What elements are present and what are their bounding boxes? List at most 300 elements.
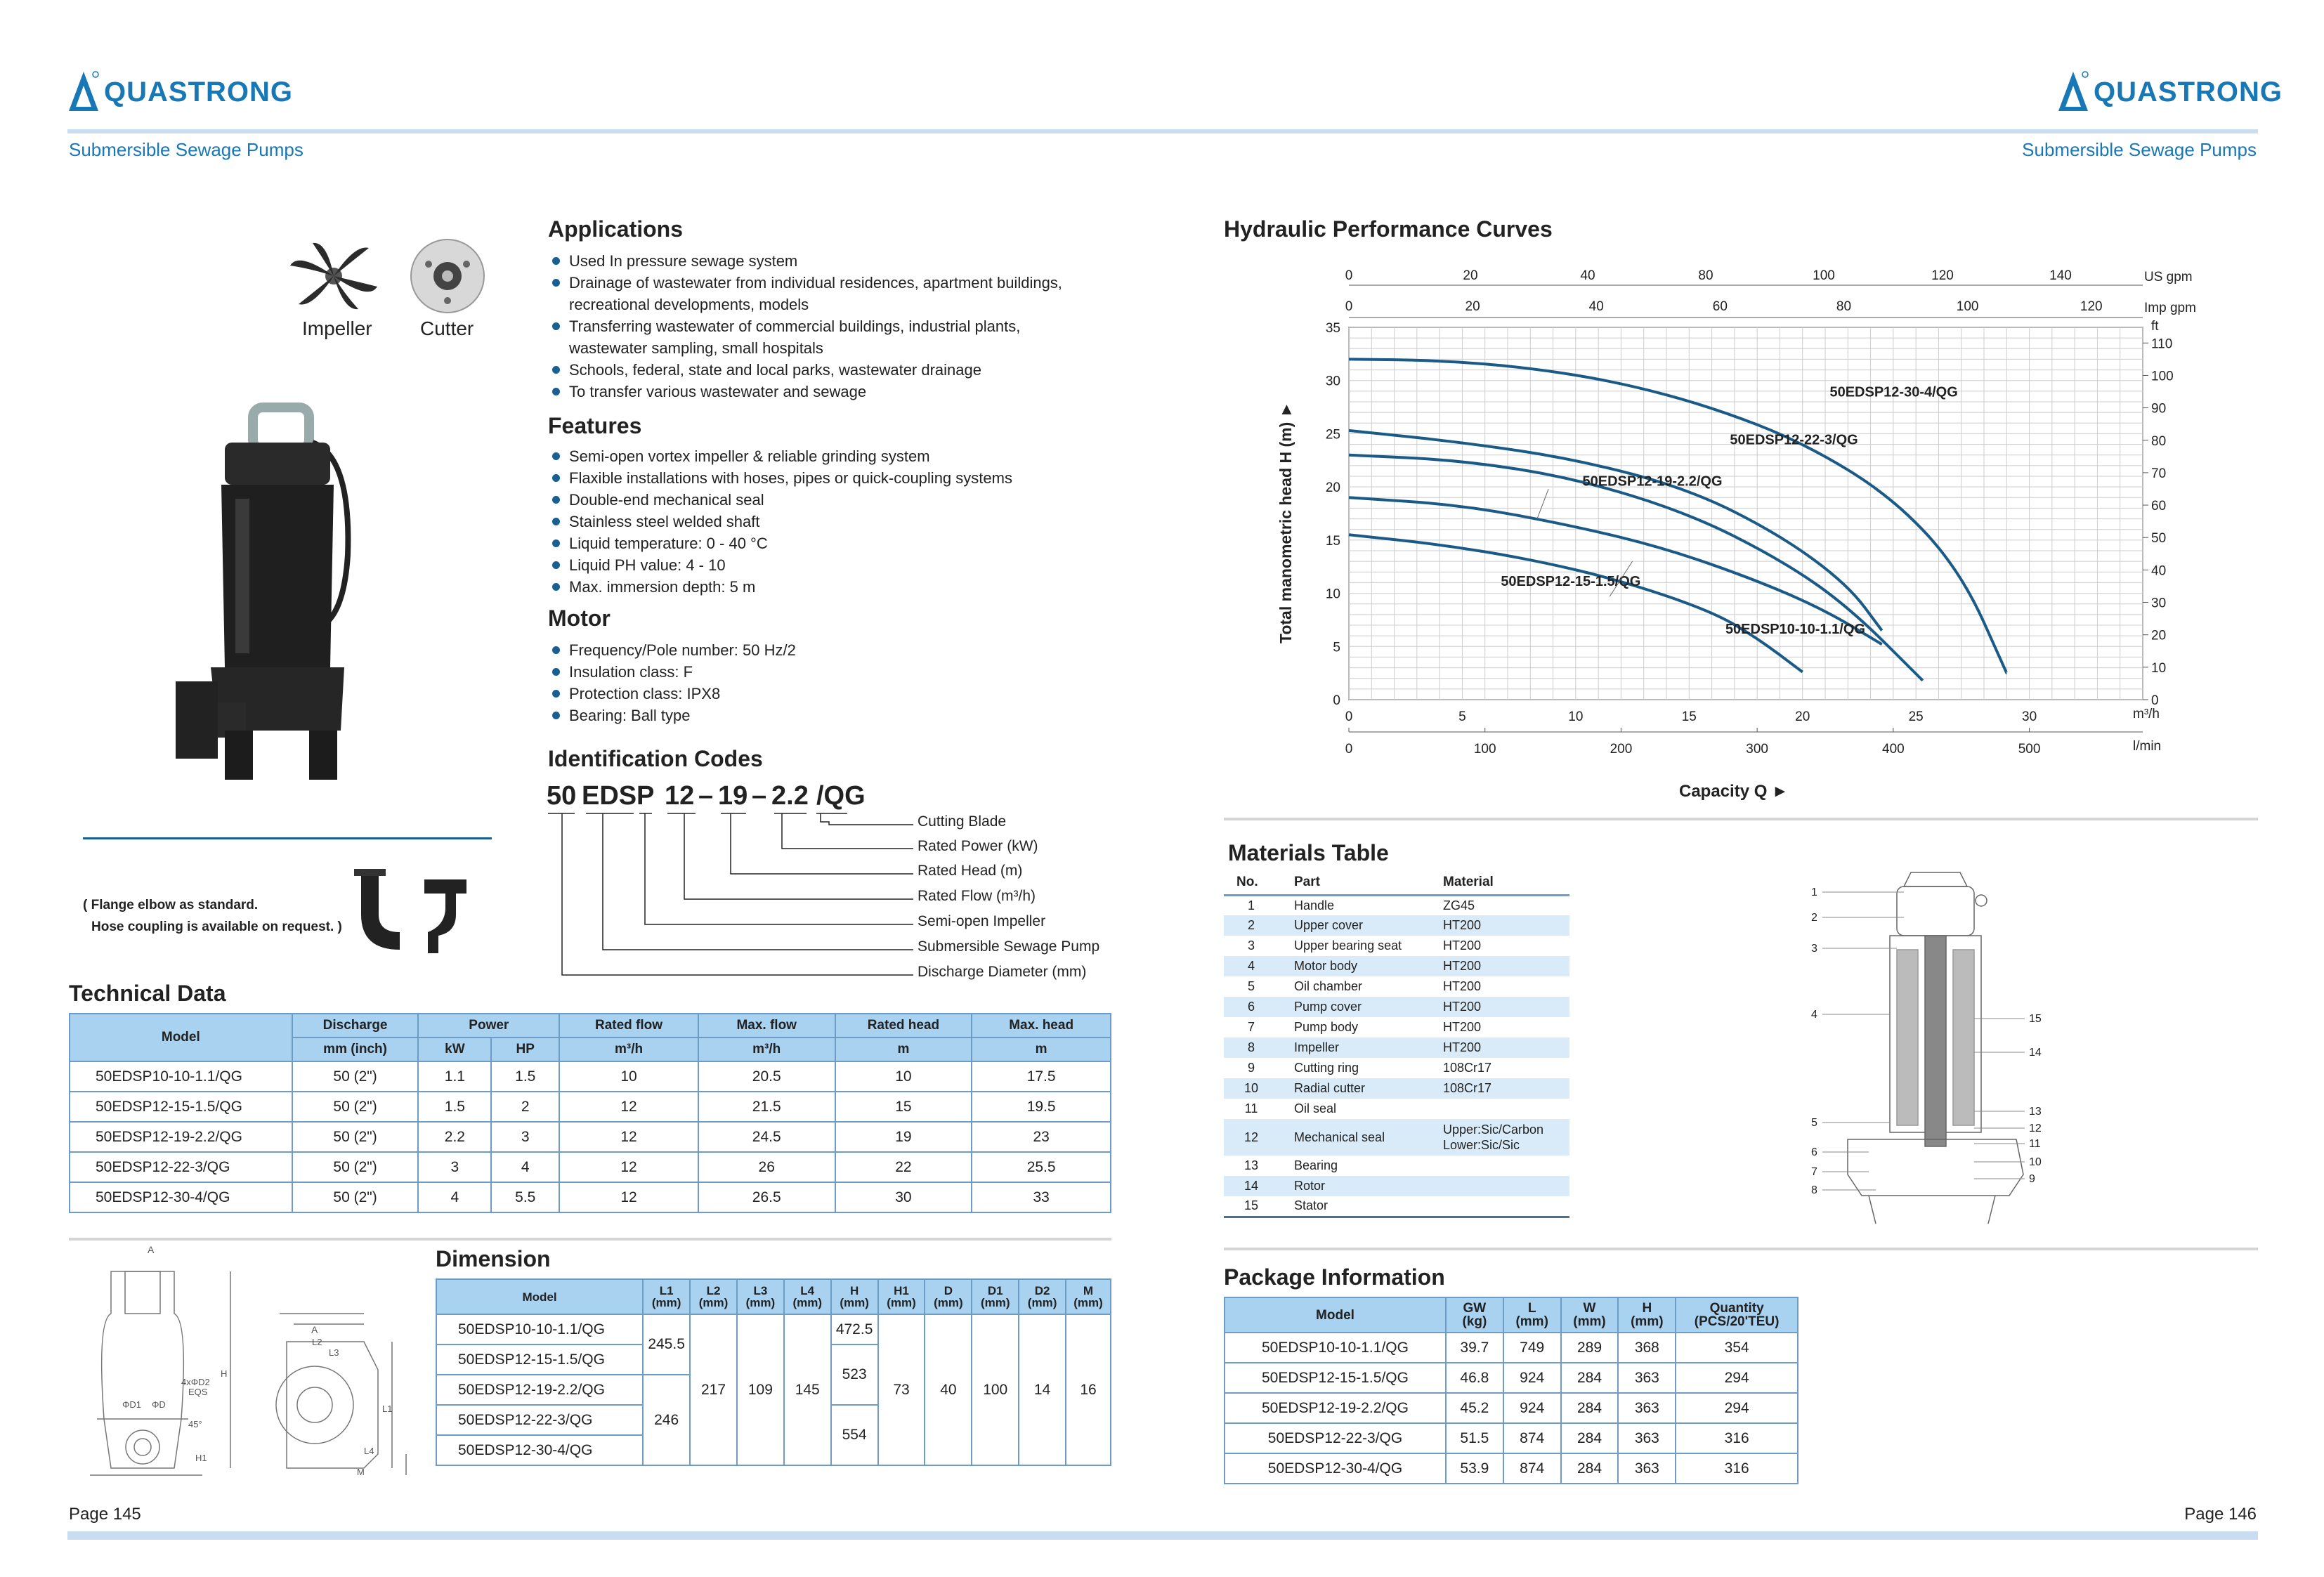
plot-frame bbox=[1349, 327, 2143, 700]
part-number: 2 bbox=[1811, 912, 1817, 924]
code-label: Rated Power (kW) bbox=[918, 838, 1038, 854]
list-item: Insulation class: F bbox=[549, 661, 1182, 683]
col-header-d bbox=[925, 1279, 972, 1314]
list-item: Transferring wastewater of commercial buildings, industrial plants, bbox=[549, 315, 1182, 337]
ft-tick-label: 90 bbox=[2151, 401, 2167, 417]
value-cell: 50 (2") bbox=[292, 1092, 419, 1122]
part-cell: Handle bbox=[1294, 898, 1335, 912]
part-cell: Oil seal bbox=[1294, 1101, 1337, 1115]
table-row bbox=[1224, 895, 1569, 915]
chart-ticks bbox=[1326, 268, 2174, 757]
series-label: 50EDSP10-10-1.1/QG bbox=[1725, 622, 1865, 638]
list-item: Liquid temperature: 0 - 40 °C bbox=[549, 532, 1182, 554]
part-number: 12 bbox=[2029, 1123, 2042, 1134]
table-row bbox=[1225, 1393, 1798, 1423]
value-cell: 45.2 bbox=[1446, 1393, 1503, 1423]
image-rule bbox=[83, 837, 492, 839]
features-title: Features bbox=[548, 413, 642, 438]
value-cell: 1.5 bbox=[491, 1061, 559, 1092]
flange-note-line-1: ( Flange elbow as standard. bbox=[83, 898, 259, 912]
unit-impgpm: Imp gpm bbox=[2144, 301, 2196, 315]
value-cell: 25.5 bbox=[972, 1152, 1111, 1182]
part-number: 7 bbox=[1811, 1166, 1817, 1178]
dim-col-label: M bbox=[1083, 1284, 1094, 1297]
dim-d2: 14 bbox=[1019, 1314, 1066, 1465]
part-cell: Pump cover bbox=[1287, 997, 1443, 1017]
subtitle-left: Submersible Sewage Pumps bbox=[69, 139, 303, 160]
unit-m3h: m³/h bbox=[2133, 707, 2160, 721]
value-cell: 21.5 bbox=[698, 1092, 835, 1122]
l-label: L bbox=[1527, 1301, 1536, 1316]
col-header-model: Model bbox=[1225, 1297, 1446, 1333]
code-label: Cutting Blade bbox=[918, 813, 1007, 830]
no-cell: 1 bbox=[1247, 898, 1255, 912]
part-cell: Impeller bbox=[1287, 1038, 1443, 1058]
model-cell: 50EDSP12-22-3/QG bbox=[70, 1152, 292, 1182]
col-header-l3 bbox=[737, 1279, 784, 1314]
series-line bbox=[1349, 359, 2006, 673]
model-cell: 50EDSP12-15-1.5/QG bbox=[1225, 1363, 1446, 1393]
table-row bbox=[1224, 936, 1569, 956]
value-cell: 50 (2") bbox=[292, 1152, 419, 1182]
gw-label: GW bbox=[1463, 1301, 1487, 1316]
material-cell: HT200 bbox=[1443, 915, 1569, 936]
part-number: 4 bbox=[1811, 1009, 1817, 1021]
unit-usgpm: US gpm bbox=[2144, 270, 2193, 284]
technical-data-table bbox=[69, 1013, 1111, 1213]
drawing-label-l4: L4 bbox=[364, 1446, 374, 1456]
col-header-max-flow: Max. flow bbox=[698, 1014, 835, 1038]
series-label: 50EDSP12-19-2.2/QG bbox=[1582, 473, 1723, 490]
list-item: Semi-open vortex impeller & reliable grinding system bbox=[549, 445, 1182, 467]
drawing-label-d: ΦD bbox=[152, 1399, 166, 1410]
no-cell: 8 bbox=[1224, 1038, 1287, 1058]
value-cell: 10 bbox=[559, 1061, 698, 1092]
flange-note-line-2: Hose coupling is available on request. ) bbox=[91, 920, 342, 934]
w-label: W bbox=[1583, 1301, 1596, 1316]
impeller-caption: Impeller bbox=[302, 318, 372, 339]
value-cell: 363 bbox=[1618, 1363, 1676, 1393]
no-cell: 5 bbox=[1247, 979, 1255, 993]
table-row bbox=[70, 1122, 1111, 1152]
brand-name: QUASTRONG bbox=[2094, 76, 2283, 107]
lmin-tick-label: 0 bbox=[1345, 742, 1353, 757]
material-cell bbox=[1443, 1156, 1569, 1176]
y-tick-label: 25 bbox=[1325, 427, 1340, 443]
value-cell: 1.5 bbox=[418, 1092, 491, 1122]
col-header-l2 bbox=[690, 1279, 737, 1314]
features-list bbox=[549, 445, 1182, 598]
dim-col-label: L4 bbox=[800, 1284, 815, 1297]
drawing-label-m: M bbox=[357, 1467, 365, 1477]
model-cell: 50EDSP12-19-2.2/QG bbox=[70, 1122, 292, 1152]
materials-title: Materials Table bbox=[1228, 840, 1389, 865]
package-table bbox=[1224, 1297, 1799, 1484]
flange-elbow-image bbox=[347, 865, 488, 957]
drawing-label-eqs: EQS bbox=[188, 1387, 208, 1397]
h-label: H bbox=[1642, 1301, 1652, 1316]
drawing-label-h1: H1 bbox=[195, 1453, 207, 1463]
x-tick-label: 25 bbox=[1908, 709, 1924, 724]
applications-title: Applications bbox=[548, 216, 684, 242]
material-cell: HT200 bbox=[1443, 956, 1569, 976]
cutter-caption: Cutter bbox=[420, 318, 474, 339]
col-header-h bbox=[1618, 1297, 1676, 1333]
value-cell: 4 bbox=[491, 1152, 559, 1182]
part-number: 3 bbox=[1811, 943, 1817, 955]
value-cell: 12 bbox=[559, 1122, 698, 1152]
quantity-unit: (PCS/20'TEU) bbox=[1694, 1314, 1780, 1329]
material-cell: HT200 bbox=[1443, 938, 1482, 953]
list-item: Stainless steel welded shaft bbox=[549, 511, 1182, 532]
chart-grid bbox=[1349, 327, 2143, 700]
value-cell: 354 bbox=[1676, 1333, 1798, 1363]
part-cell: Rotor bbox=[1287, 1176, 1443, 1196]
no-cell: 10 bbox=[1224, 1078, 1287, 1099]
col-header-no: No. bbox=[1224, 871, 1287, 895]
lmin-tick-label: 100 bbox=[1473, 742, 1496, 757]
model-cell: 50EDSP12-19-2.2/QG bbox=[1225, 1393, 1446, 1423]
value-cell: 4 bbox=[418, 1182, 491, 1212]
material-cell: HT200 bbox=[1443, 1038, 1569, 1058]
unit-discharge: mm (inch) bbox=[292, 1038, 419, 1061]
dim-col-unit: (mm) bbox=[698, 1296, 729, 1309]
value-cell: 284 bbox=[1561, 1423, 1619, 1453]
dim-h: 523 bbox=[831, 1344, 878, 1405]
no-cell: 9 bbox=[1247, 1061, 1255, 1075]
y-tick-label: 30 bbox=[1325, 374, 1340, 389]
x-tick-label: 5 bbox=[1458, 709, 1466, 724]
id-codes-title: Identification Codes bbox=[548, 746, 763, 771]
material-cell: HT200 bbox=[1443, 1020, 1482, 1034]
part-number: 8 bbox=[1811, 1184, 1817, 1196]
part-number: 13 bbox=[2029, 1106, 2042, 1118]
technical-data-title: Technical Data bbox=[69, 981, 226, 1006]
list-item: Bearing: Ball type bbox=[549, 705, 1182, 726]
impgpm-tick-label: 80 bbox=[1836, 299, 1852, 314]
value-cell: 19.5 bbox=[972, 1092, 1111, 1122]
value-cell: 284 bbox=[1561, 1363, 1619, 1393]
unit-max-head: m bbox=[972, 1038, 1111, 1061]
value-cell: 33 bbox=[972, 1182, 1111, 1212]
no-cell: 7 bbox=[1247, 1020, 1255, 1034]
dim-col-unit: (mm) bbox=[934, 1296, 963, 1309]
model-cell: 50EDSP12-30-4/QG bbox=[1225, 1453, 1446, 1484]
part-cell: Mechanical seal bbox=[1287, 1119, 1443, 1156]
drawing-label-d2: 4xΦD2 bbox=[181, 1377, 210, 1387]
material-cell: 108Cr17 bbox=[1443, 1061, 1492, 1075]
value-cell: 12 bbox=[559, 1182, 698, 1212]
value-cell: 924 bbox=[1503, 1393, 1561, 1423]
table-row bbox=[1224, 1176, 1569, 1196]
value-cell: 316 bbox=[1676, 1423, 1798, 1453]
value-cell: 50 (2") bbox=[292, 1061, 419, 1092]
usgpm-tick-label: 140 bbox=[2049, 268, 2072, 283]
dim-col-label: L3 bbox=[753, 1284, 768, 1297]
value-cell: 924 bbox=[1503, 1363, 1561, 1393]
value-cell: 20.5 bbox=[698, 1061, 835, 1092]
id-code-leader-lines bbox=[547, 808, 926, 976]
unit-flow: m³/h bbox=[559, 1038, 698, 1061]
section-leader-lines bbox=[1822, 892, 2025, 1190]
sectional-drawing bbox=[1806, 858, 2072, 1231]
page-number-left: Page 145 bbox=[69, 1505, 141, 1524]
impgpm-tick-label: 100 bbox=[1956, 299, 1979, 314]
code-part: – bbox=[698, 781, 714, 811]
table-row bbox=[1224, 976, 1569, 997]
no-cell: 6 bbox=[1224, 997, 1287, 1017]
ft-tick-label: 60 bbox=[2151, 499, 2167, 514]
subtitle-right: Submersible Sewage Pumps bbox=[2022, 139, 2257, 160]
table-row bbox=[1224, 1196, 1569, 1217]
brand-logo-right bbox=[2057, 70, 2283, 114]
list-item: Used In pressure sewage system bbox=[549, 250, 1182, 272]
part-cell: Pump body bbox=[1294, 1020, 1359, 1034]
value-cell: 363 bbox=[1618, 1453, 1676, 1484]
value-cell: 289 bbox=[1561, 1333, 1619, 1363]
x-tick-label: 30 bbox=[2022, 709, 2037, 724]
code-part: 2.2 bbox=[771, 781, 809, 811]
dim-col-label: D bbox=[944, 1284, 953, 1297]
dim-col-unit: (mm) bbox=[887, 1296, 916, 1309]
value-cell: 12 bbox=[559, 1092, 698, 1122]
usgpm-tick-label: 120 bbox=[1931, 268, 1954, 283]
value-cell: 53.9 bbox=[1446, 1453, 1503, 1484]
dim-col-unit: (mm) bbox=[980, 1296, 1010, 1309]
list-item: Max. immersion depth: 5 m bbox=[549, 576, 1182, 598]
dim-col-unit: (mm) bbox=[840, 1296, 869, 1309]
value-cell: 26 bbox=[698, 1152, 835, 1182]
material-cell: HT200 bbox=[1443, 997, 1569, 1017]
col-header-h bbox=[831, 1279, 878, 1314]
series-label: 50EDSP12-22-3/QG bbox=[1730, 432, 1858, 448]
impgpm-tick-label: 60 bbox=[1712, 299, 1728, 314]
model-cell: 50EDSP12-30-4/QG bbox=[70, 1182, 292, 1212]
col-header-part: Part bbox=[1287, 871, 1443, 895]
material-cell bbox=[1443, 1119, 1569, 1156]
ft-tick-label: 0 bbox=[2151, 693, 2159, 708]
footer-rule bbox=[67, 1531, 2258, 1540]
no-cell: 11 bbox=[1244, 1101, 1258, 1115]
table-row bbox=[70, 1152, 1111, 1182]
dim-l3: 109 bbox=[737, 1314, 784, 1465]
col-header-w bbox=[1561, 1297, 1619, 1333]
dim-col-label: H bbox=[849, 1284, 859, 1297]
value-cell: 294 bbox=[1676, 1363, 1798, 1393]
list-item bbox=[549, 294, 1182, 315]
value-cell: 12 bbox=[559, 1152, 698, 1182]
dim-model: 50EDSP12-22-3/QG bbox=[436, 1405, 643, 1435]
no-cell: 12 bbox=[1224, 1119, 1287, 1156]
ft-tick-label: 80 bbox=[2151, 433, 2167, 449]
list-item: Protection class: IPX8 bbox=[549, 683, 1182, 705]
value-cell: 39.7 bbox=[1446, 1333, 1503, 1363]
dim-h: 472.5 bbox=[831, 1314, 878, 1344]
drawing-label-l3: L3 bbox=[329, 1347, 339, 1358]
dim-model: 50EDSP12-30-4/QG bbox=[436, 1435, 643, 1465]
code-part: /QG bbox=[816, 781, 866, 811]
dim-col-unit: (mm) bbox=[792, 1296, 822, 1309]
l-unit: (mm) bbox=[1515, 1314, 1548, 1329]
usgpm-tick-label: 100 bbox=[1813, 268, 1835, 283]
part-cell: Motor body bbox=[1287, 956, 1443, 976]
no-cell: 15 bbox=[1224, 1196, 1287, 1217]
impgpm-tick-label: 120 bbox=[2080, 299, 2103, 314]
col-header-rated-head: Rated head bbox=[835, 1014, 972, 1038]
dim-model: 50EDSP12-19-2.2/QG bbox=[436, 1375, 643, 1405]
material-cell bbox=[1443, 1099, 1569, 1119]
label-leader bbox=[1537, 489, 1548, 518]
code-part: 12 bbox=[665, 781, 695, 811]
usgpm-tick-label: 40 bbox=[1580, 268, 1595, 283]
ft-tick-label: 30 bbox=[2151, 596, 2167, 611]
col-header-rated-flow: Rated flow bbox=[559, 1014, 698, 1038]
y-tick-label: 5 bbox=[1333, 640, 1340, 655]
part-number: 11 bbox=[2029, 1138, 2041, 1150]
value-cell: 363 bbox=[1618, 1423, 1676, 1453]
list-item: Flaxible installations with hoses, pipes or quick-coupling systems bbox=[549, 467, 1182, 489]
x-tick-label: 0 bbox=[1345, 709, 1353, 724]
no-cell: 2 bbox=[1224, 915, 1287, 936]
package-title: Package Information bbox=[1224, 1264, 1445, 1290]
table-row bbox=[1224, 1099, 1569, 1119]
chart-title: Hydraulic Performance Curves bbox=[1224, 216, 1553, 242]
dim-col-label: D2 bbox=[1034, 1284, 1050, 1297]
pump-image bbox=[169, 400, 379, 794]
value-cell: 46.8 bbox=[1446, 1363, 1503, 1393]
motor-list bbox=[549, 639, 1182, 726]
ft-tick-label: 40 bbox=[2151, 563, 2167, 579]
quantity-label: Quantity bbox=[1709, 1301, 1764, 1316]
drawing-label-h: H bbox=[221, 1368, 228, 1379]
col-header-model: Model bbox=[436, 1279, 643, 1314]
section-divider bbox=[1224, 1248, 2258, 1250]
value-cell: 749 bbox=[1503, 1333, 1561, 1363]
dimension-header-row bbox=[436, 1279, 1111, 1314]
drop-logo-icon bbox=[2057, 70, 2089, 114]
section-divider bbox=[1224, 818, 2258, 820]
model-cell: 50EDSP10-10-1.1/QG bbox=[1225, 1333, 1446, 1363]
table-row bbox=[1225, 1333, 1798, 1363]
material-cell: HT200 bbox=[1443, 979, 1482, 993]
list-item-continuation: recreational developments, models bbox=[569, 296, 809, 313]
col-header-quantity bbox=[1676, 1297, 1798, 1333]
part-number: 15 bbox=[2029, 1013, 2042, 1025]
list-item bbox=[549, 337, 1182, 359]
x-tick-label: 20 bbox=[1795, 709, 1810, 724]
dim-col-label: H1 bbox=[894, 1284, 909, 1297]
lmin-tick-label: 300 bbox=[1746, 742, 1768, 757]
col-header-gw bbox=[1446, 1297, 1503, 1333]
drawing-label-l2: L2 bbox=[312, 1337, 322, 1347]
usgpm-tick-label: 0 bbox=[1345, 268, 1353, 283]
model-cell: 50EDSP12-22-3/QG bbox=[1225, 1423, 1446, 1453]
dim-l1: 246 bbox=[643, 1375, 690, 1465]
dim-col-unit: (mm) bbox=[1073, 1296, 1103, 1309]
value-cell: 26.5 bbox=[698, 1182, 835, 1212]
hydraulic-performance-chart bbox=[1251, 261, 2234, 809]
value-cell: 284 bbox=[1561, 1453, 1619, 1484]
dim-model: 50EDSP12-15-1.5/QG bbox=[436, 1344, 643, 1375]
gw-unit: (kg) bbox=[1462, 1314, 1487, 1329]
table-row bbox=[1224, 1017, 1569, 1038]
h-unit: (mm) bbox=[1631, 1314, 1664, 1329]
part-number: 9 bbox=[2029, 1173, 2035, 1185]
unit-ft: ft bbox=[2151, 319, 2159, 334]
lmin-tick-label: 200 bbox=[1610, 742, 1633, 757]
dim-h: 554 bbox=[831, 1405, 878, 1465]
value-cell: 30 bbox=[835, 1182, 972, 1212]
col-header-l1 bbox=[643, 1279, 690, 1314]
code-part: P bbox=[637, 781, 655, 811]
col-header-power: Power bbox=[418, 1014, 559, 1038]
materials-rows bbox=[1224, 895, 1569, 1217]
part-number: 14 bbox=[2029, 1047, 2042, 1059]
part-number: 1 bbox=[1811, 886, 1817, 898]
code-label: Rated Head (m) bbox=[918, 863, 1023, 879]
cutter-image bbox=[407, 236, 488, 317]
chart-curves bbox=[1349, 359, 2006, 680]
technical-data-rows bbox=[70, 1061, 1111, 1212]
value-cell: 2 bbox=[491, 1092, 559, 1122]
col-header-max-head: Max. head bbox=[972, 1014, 1111, 1038]
code-label: Semi-open Impeller bbox=[918, 913, 1046, 929]
impgpm-tick-label: 20 bbox=[1465, 299, 1480, 314]
series-label: 50EDSP12-30-4/QG bbox=[1829, 384, 1958, 400]
y-tick-label: 35 bbox=[1325, 321, 1340, 336]
material-cell: 108Cr17 bbox=[1443, 1078, 1569, 1099]
dim-d: 40 bbox=[925, 1314, 972, 1465]
unit-lmin: l/min bbox=[2133, 739, 2162, 754]
ft-tick-label: 50 bbox=[2151, 531, 2167, 547]
value-cell: 19 bbox=[835, 1122, 972, 1152]
table-row bbox=[1225, 1453, 1798, 1484]
part-cell: Bearing bbox=[1294, 1158, 1338, 1172]
code-part: EDS bbox=[582, 781, 637, 811]
value-cell: 5.5 bbox=[491, 1182, 559, 1212]
list-item: Schools, federal, state and local parks, wastewater drainage bbox=[549, 359, 1182, 381]
material-cell bbox=[1443, 1176, 1569, 1196]
value-cell: 316 bbox=[1676, 1453, 1798, 1484]
package-rows bbox=[1225, 1333, 1798, 1484]
part-cell: Stator bbox=[1287, 1196, 1443, 1217]
list-item: Drainage of wastewater from individual residences, apartment buildings, bbox=[549, 272, 1182, 294]
ft-tick-label: 100 bbox=[2151, 369, 2174, 384]
brand-name: QUASTRONG bbox=[104, 76, 293, 107]
value-cell: 363 bbox=[1618, 1393, 1676, 1423]
y-axis-label: Total manometric head H (m) ► bbox=[1277, 401, 1295, 643]
table-row bbox=[1224, 1156, 1569, 1176]
x-tick-label: 15 bbox=[1681, 709, 1697, 724]
value-cell: 51.5 bbox=[1446, 1423, 1503, 1453]
value-cell: 17.5 bbox=[972, 1061, 1111, 1092]
value-cell: 23 bbox=[972, 1122, 1111, 1152]
col-header-discharge: Discharge bbox=[292, 1014, 419, 1038]
materials-table bbox=[1224, 871, 1569, 1218]
seal-upper: Upper:Sic/Carbon bbox=[1443, 1123, 1544, 1137]
table-row bbox=[1224, 1058, 1569, 1078]
no-cell: 13 bbox=[1243, 1158, 1259, 1172]
list-item-continuation: wastewater sampling, small hospitals bbox=[569, 339, 823, 357]
motor-title: Motor bbox=[548, 606, 611, 631]
lmin-tick-label: 400 bbox=[1882, 742, 1905, 757]
ft-tick-label: 20 bbox=[2151, 628, 2167, 643]
table-row bbox=[70, 1092, 1111, 1122]
usgpm-tick-label: 80 bbox=[1698, 268, 1713, 283]
value-cell: 874 bbox=[1503, 1423, 1561, 1453]
list-item: Frequency/Pole number: 50 Hz/2 bbox=[549, 639, 1182, 661]
drawing-label-d1: ΦD1 bbox=[122, 1399, 141, 1410]
